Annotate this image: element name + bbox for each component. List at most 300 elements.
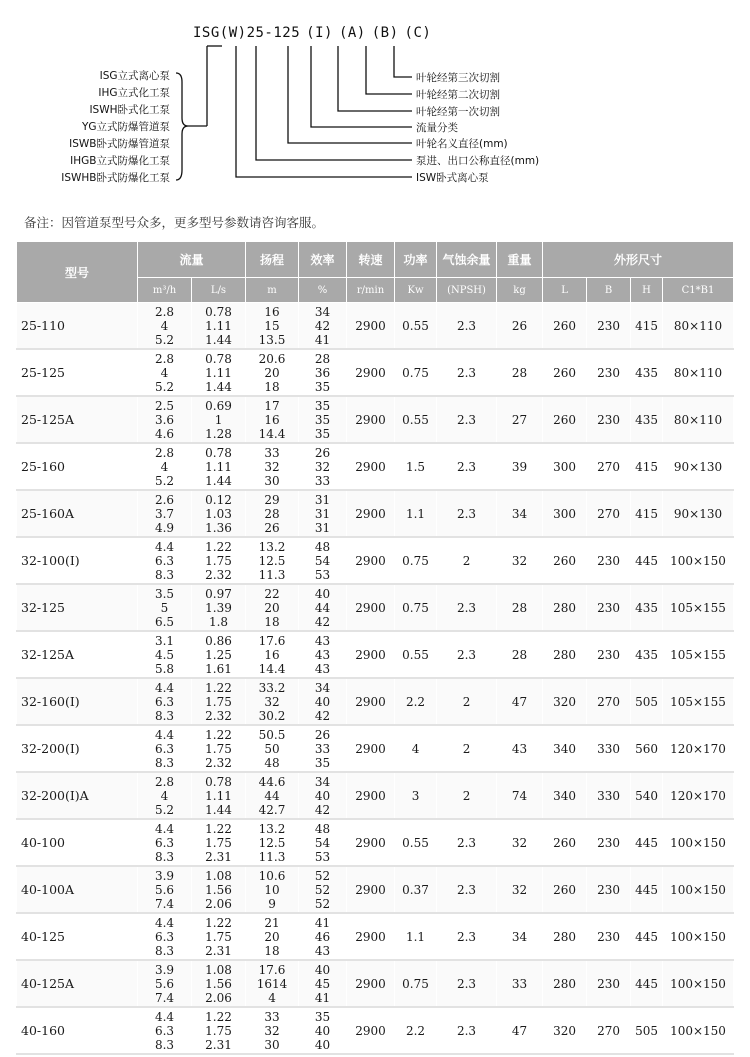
cell-C1B1: 100×150: [663, 819, 734, 866]
cell-H: 560: [631, 725, 663, 772]
cell-speed: 2900: [347, 913, 395, 960]
header-npsh: 气蚀余量: [437, 242, 497, 278]
type-label: IHG立式化工泵: [98, 87, 170, 99]
cell-flow-ls: [192, 819, 246, 866]
header-flow: 流量: [138, 242, 246, 278]
cell-power: 1.1: [395, 490, 437, 537]
code-meaning-label: ISW卧式离心泵: [416, 172, 489, 184]
cell-flow-m3: [138, 396, 192, 443]
cell-flow-m3: [138, 303, 192, 350]
cell-H: 445: [631, 537, 663, 584]
cell-value: 0.69: [205, 399, 232, 413]
cell-head: [246, 396, 299, 443]
leader-lines: [207, 46, 412, 177]
cell-value: 5.6: [154, 977, 175, 991]
cell-flow-ls: [192, 1007, 246, 1054]
cell-value: 1.11: [205, 366, 232, 380]
cell-value: 11.3: [258, 850, 286, 864]
cell-value: 12.5: [258, 554, 286, 568]
cell-value: 1.08: [205, 963, 232, 977]
cell-efficiency: [299, 443, 347, 490]
cell-model: 25-160: [17, 443, 138, 490]
cell-value: 1.75: [205, 554, 232, 568]
cell-model: 25-110: [17, 303, 138, 350]
cell-flow-ls: [192, 396, 246, 443]
cell-efficiency: [299, 303, 347, 350]
cell-weight: 43: [497, 725, 543, 772]
cell-value: 54: [314, 836, 331, 850]
type-label: ISWH卧式化工泵: [89, 104, 170, 116]
cell-speed: 2900: [347, 725, 395, 772]
cell-B: 230: [587, 349, 631, 396]
cell-power: 0.37: [395, 866, 437, 913]
cell-value: 18: [264, 615, 280, 629]
cell-npsh: 2.3: [437, 913, 497, 960]
cell-power: 0.55: [395, 303, 437, 350]
cell-model: 32-100(I): [17, 537, 138, 584]
cell-value: 3.9: [154, 869, 175, 883]
cell-weight: 28: [497, 631, 543, 678]
cell-value: 33: [314, 474, 331, 488]
cell-value: 8.3: [154, 850, 175, 864]
cell-value: 34: [314, 681, 331, 695]
cell-value: 2.8: [154, 775, 175, 789]
cell-L: 320: [543, 1007, 587, 1054]
cell-C1B1: 100×150: [663, 960, 734, 1007]
cell-weight: 32: [497, 819, 543, 866]
cell-value: 1.44: [205, 380, 232, 394]
pump-spec-table: [16, 241, 734, 1055]
cell-value: 4: [268, 991, 276, 1005]
cell-value: 1.22: [205, 822, 232, 836]
cell-value: 16: [264, 648, 280, 662]
cell-L: 260: [543, 866, 587, 913]
cell-value: 33.2: [258, 681, 286, 695]
cell-value: 22: [264, 587, 280, 601]
cell-L: 260: [543, 396, 587, 443]
cell-npsh: 2.3: [437, 584, 497, 631]
cell-head: [246, 725, 299, 772]
cell-value: 41: [314, 333, 331, 347]
cell-value: 0.78: [205, 305, 232, 319]
cell-speed: 2900: [347, 443, 395, 490]
table-body: [17, 303, 734, 1055]
cell-value: 46: [314, 930, 331, 944]
cell-value: 1.36: [205, 521, 232, 535]
cell-flow-ls: [192, 913, 246, 960]
cell-value: 6.3: [154, 836, 175, 850]
cell-flow-ls: [192, 866, 246, 913]
cell-value: 13.2: [258, 540, 286, 554]
cell-value: 32: [264, 1024, 280, 1038]
cell-value: 1.22: [205, 681, 232, 695]
cell-flow-m3: [138, 913, 192, 960]
cell-C1B1: 120×170: [663, 725, 734, 772]
cell-power: 0.55: [395, 631, 437, 678]
cell-value: 2.31: [205, 850, 232, 864]
cell-power: 0.75: [395, 584, 437, 631]
cell-C1B1: 100×150: [663, 1007, 734, 1054]
cell-power: 2.2: [395, 678, 437, 725]
cell-B: 330: [587, 725, 631, 772]
cell-value: 4.9: [154, 521, 175, 535]
cell-weight: 39: [497, 443, 543, 490]
code-meaning-label: 泵进、出口公称直径(mm): [416, 155, 540, 167]
cell-value: 6.3: [154, 742, 175, 756]
cell-L: 280: [543, 584, 587, 631]
cell-value: 40: [314, 789, 331, 803]
cell-model: 32-200(I): [17, 725, 138, 772]
cell-value: 30.2: [258, 709, 286, 723]
type-label: YG立式防爆管道泵: [81, 121, 170, 133]
cell-value: 30: [264, 1038, 280, 1052]
cell-speed: 2900: [347, 678, 395, 725]
cell-flow-m3: [138, 584, 192, 631]
cell-value: 2.31: [205, 1038, 232, 1052]
cell-H: 445: [631, 819, 663, 866]
cell-value: 50.5: [258, 728, 286, 742]
cell-weight: 27: [497, 396, 543, 443]
cell-weight: 32: [497, 537, 543, 584]
cell-flow-ls: [192, 725, 246, 772]
cell-flow-ls: [192, 631, 246, 678]
header-speed: 转速: [347, 242, 395, 278]
cell-flow-m3: [138, 631, 192, 678]
cell-C1B1: 80×110: [663, 303, 734, 350]
cell-value: 26: [314, 446, 331, 460]
cell-efficiency: [299, 349, 347, 396]
cell-efficiency: [299, 584, 347, 631]
cell-head: [246, 490, 299, 537]
unit-flow-ls: L/s: [192, 278, 246, 303]
table-row: [17, 819, 734, 866]
cell-value: 16: [264, 305, 280, 319]
cell-L: 340: [543, 772, 587, 819]
cell-model: 32-160(I): [17, 678, 138, 725]
cell-value: 32: [264, 460, 280, 474]
cell-value: 1.56: [205, 977, 232, 991]
cell-value: 42: [314, 615, 331, 629]
table-row: [17, 678, 734, 725]
cell-value: 44.6: [258, 775, 286, 789]
cell-value: 40: [314, 587, 331, 601]
model-code: ISG(W)25-125 (I) (A) (B) (C): [193, 25, 432, 41]
cell-value: 1.22: [205, 916, 232, 930]
cell-value: 5.8: [154, 662, 175, 676]
cell-value: 52: [314, 883, 331, 897]
cell-value: 8.3: [154, 756, 175, 770]
cell-value: 2.6: [154, 493, 175, 507]
cell-C1B1: 105×155: [663, 678, 734, 725]
cell-head: [246, 913, 299, 960]
cell-value: 4: [160, 460, 169, 474]
cell-H: 435: [631, 584, 663, 631]
cell-value: 3.5: [154, 587, 175, 601]
cell-value: 4.4: [154, 728, 175, 742]
cell-value: 31: [314, 507, 331, 521]
cell-B: 230: [587, 913, 631, 960]
cell-efficiency: [299, 772, 347, 819]
cell-value: 32: [314, 460, 331, 474]
header-efficiency: 效率: [299, 242, 347, 278]
cell-value: 45: [314, 977, 331, 991]
cell-value: 0.12: [205, 493, 232, 507]
unit-speed: r/min: [347, 278, 395, 303]
cell-value: 2.32: [205, 756, 232, 770]
right-label-list: [416, 71, 539, 184]
cell-value: 4.4: [154, 822, 175, 836]
cell-flow-m3: [138, 678, 192, 725]
cell-value: 2.8: [154, 352, 175, 366]
table-row: [17, 443, 734, 490]
cell-value: 2.06: [205, 991, 232, 1005]
cell-efficiency: [299, 913, 347, 960]
cell-value: 1: [214, 413, 223, 427]
type-label: ISWB卧式防爆管道泵: [69, 138, 170, 150]
cell-value: 4: [160, 366, 169, 380]
cell-value: 1.11: [205, 789, 232, 803]
cell-npsh: 2.3: [437, 866, 497, 913]
cell-value: 10.6: [258, 869, 286, 883]
cell-value: 15: [264, 319, 280, 333]
cell-value: 33: [264, 1010, 280, 1024]
cell-value: 43: [314, 648, 331, 662]
cell-npsh: 2.3: [437, 349, 497, 396]
cell-flow-ls: [192, 490, 246, 537]
cell-value: 53: [314, 850, 331, 864]
cell-value: 5: [160, 601, 169, 615]
cell-value: 3.1: [154, 634, 175, 648]
cell-value: 41: [314, 916, 331, 930]
cell-value: 1.44: [205, 803, 232, 817]
cell-npsh: 2.3: [437, 490, 497, 537]
unit-npsh: (NPSH): [437, 278, 497, 303]
table-row: [17, 960, 734, 1007]
cell-C1B1: 100×150: [663, 866, 734, 913]
cell-npsh: 2.3: [437, 303, 497, 350]
cell-value: 6.3: [154, 554, 175, 568]
cell-value: 7.4: [154, 897, 175, 911]
cell-head: [246, 678, 299, 725]
cell-value: 8.3: [154, 944, 175, 958]
cell-value: 35: [314, 380, 331, 394]
cell-efficiency: [299, 631, 347, 678]
cell-npsh: 2: [437, 678, 497, 725]
cell-flow-m3: [138, 819, 192, 866]
unit-efficiency: %: [299, 278, 347, 303]
cell-model: 25-125: [17, 349, 138, 396]
cell-value: 2.06: [205, 897, 232, 911]
cell-B: 230: [587, 819, 631, 866]
cell-H: 445: [631, 960, 663, 1007]
table-row: [17, 537, 734, 584]
cell-value: 40: [314, 963, 331, 977]
cell-value: 0.97: [205, 587, 232, 601]
cell-value: 50: [264, 742, 280, 756]
cell-efficiency: [299, 725, 347, 772]
cell-value: 4.4: [154, 681, 175, 695]
cell-speed: 2900: [347, 396, 395, 443]
cell-B: 230: [587, 631, 631, 678]
header-row: [17, 242, 734, 278]
cell-value: 5.2: [154, 333, 175, 347]
cell-value: 20: [264, 601, 280, 615]
cell-efficiency: [299, 396, 347, 443]
cell-value: 53: [314, 568, 331, 582]
cell-head: [246, 349, 299, 396]
cell-value: 42: [314, 709, 331, 723]
cell-npsh: 2.3: [437, 960, 497, 1007]
cell-C1B1: 100×150: [663, 537, 734, 584]
cell-speed: 2900: [347, 1007, 395, 1054]
cell-B: 230: [587, 866, 631, 913]
cell-power: 0.75: [395, 537, 437, 584]
cell-speed: 2900: [347, 631, 395, 678]
cell-value: 1.25: [205, 648, 232, 662]
table-row: [17, 631, 734, 678]
code-meaning-label: 叶轮经第一次切割: [416, 106, 500, 118]
cell-value: 6.3: [154, 930, 175, 944]
cell-H: 505: [631, 1007, 663, 1054]
cell-C1B1: 90×130: [663, 490, 734, 537]
cell-L: 340: [543, 725, 587, 772]
cell-value: 26: [314, 728, 331, 742]
cell-head: [246, 960, 299, 1007]
cell-value: 43: [314, 944, 331, 958]
unit-B: B: [587, 278, 631, 303]
cell-flow-ls: [192, 303, 246, 350]
cell-value: 44: [314, 601, 331, 615]
cell-flow-ls: [192, 537, 246, 584]
cell-model: 32-125: [17, 584, 138, 631]
cell-value: 1.22: [205, 540, 232, 554]
cell-value: 3.9: [154, 963, 175, 977]
cell-value: 3.6: [154, 413, 175, 427]
cell-speed: 2900: [347, 349, 395, 396]
cell-power: 0.75: [395, 960, 437, 1007]
type-label: IHGB立式防爆化工泵: [70, 155, 170, 167]
cell-value: 43: [314, 634, 331, 648]
cell-value: 2.31: [205, 944, 232, 958]
cell-model: 40-100: [17, 819, 138, 866]
cell-head: [246, 866, 299, 913]
cell-value: 10: [264, 883, 280, 897]
table-row: [17, 725, 734, 772]
cell-flow-ls: [192, 584, 246, 631]
unit-L: L: [543, 278, 587, 303]
cell-value: 1.28: [205, 427, 232, 441]
cell-flow-m3: [138, 960, 192, 1007]
cell-value: 44: [264, 789, 280, 803]
code-meaning-label: 叶轮经第二次切割: [416, 89, 500, 101]
cell-value: 33: [314, 742, 331, 756]
cell-efficiency: [299, 490, 347, 537]
cell-value: 31: [314, 493, 331, 507]
cell-power: 4: [395, 725, 437, 772]
cell-B: 230: [587, 584, 631, 631]
cell-value: 11.3: [258, 568, 286, 582]
header-dims: 外形尺寸: [543, 242, 734, 278]
cell-L: 260: [543, 537, 587, 584]
cell-H: 540: [631, 772, 663, 819]
cell-value: 2.8: [154, 305, 175, 319]
cell-value: 14.4: [258, 662, 286, 676]
cell-speed: 2900: [347, 960, 395, 1007]
cell-model: 25-160A: [17, 490, 138, 537]
cell-npsh: 2.3: [437, 819, 497, 866]
brace: [176, 73, 188, 180]
cell-value: 42: [314, 319, 331, 333]
cell-value: 2.32: [205, 568, 232, 582]
cell-npsh: 2.3: [437, 631, 497, 678]
cell-value: 16: [264, 413, 280, 427]
cell-value: 48: [314, 540, 331, 554]
model-code-diagram: [0, 0, 750, 200]
cell-C1B1: 80×110: [663, 396, 734, 443]
cell-value: 1.44: [205, 333, 232, 347]
cell-B: 270: [587, 443, 631, 490]
cell-L: 260: [543, 349, 587, 396]
cell-value: 1.61: [205, 662, 232, 676]
cell-L: 300: [543, 443, 587, 490]
cell-value: 8.3: [154, 568, 175, 582]
type-label: ISWHB卧式防爆化工泵: [61, 172, 170, 184]
cell-value: 35: [314, 427, 331, 441]
table-row: [17, 396, 734, 443]
table-row: [17, 866, 734, 913]
header-model: 型号: [17, 242, 138, 303]
cell-H: 445: [631, 913, 663, 960]
cell-value: 2.8: [154, 446, 175, 460]
cell-H: 435: [631, 631, 663, 678]
cell-model: 32-125A: [17, 631, 138, 678]
cell-H: 435: [631, 349, 663, 396]
cell-C1B1: 100×150: [663, 913, 734, 960]
cell-value: 40: [314, 695, 331, 709]
cell-value: 17: [264, 399, 280, 413]
table-row: [17, 303, 734, 350]
cell-efficiency: [299, 960, 347, 1007]
unit-flow-m3: m³/h: [138, 278, 192, 303]
cell-value: 5.2: [154, 803, 175, 817]
cell-value: 6.3: [154, 695, 175, 709]
cell-speed: 2900: [347, 303, 395, 350]
cell-value: 35: [314, 1010, 331, 1024]
cell-value: 0.86: [205, 634, 232, 648]
cell-value: 4.5: [154, 648, 175, 662]
cell-B: 270: [587, 490, 631, 537]
cell-C1B1: 120×170: [663, 772, 734, 819]
cell-value: 1.03: [205, 507, 232, 521]
cell-value: 4: [160, 789, 169, 803]
cell-power: 1.1: [395, 913, 437, 960]
cell-H: 445: [631, 866, 663, 913]
cell-value: 33: [264, 446, 280, 460]
cell-C1B1: 80×110: [663, 349, 734, 396]
cell-B: 270: [587, 1007, 631, 1054]
cell-flow-m3: [138, 866, 192, 913]
cell-model: 32-200(I)A: [17, 772, 138, 819]
cell-weight: 28: [497, 584, 543, 631]
cell-value: 1.75: [205, 742, 232, 756]
unit-H: H: [631, 278, 663, 303]
cell-value: 4.4: [154, 540, 175, 554]
cell-B: 230: [587, 960, 631, 1007]
cell-value: 29: [264, 493, 280, 507]
cell-head: [246, 537, 299, 584]
cell-value: 21: [264, 916, 280, 930]
table-row: [17, 913, 734, 960]
